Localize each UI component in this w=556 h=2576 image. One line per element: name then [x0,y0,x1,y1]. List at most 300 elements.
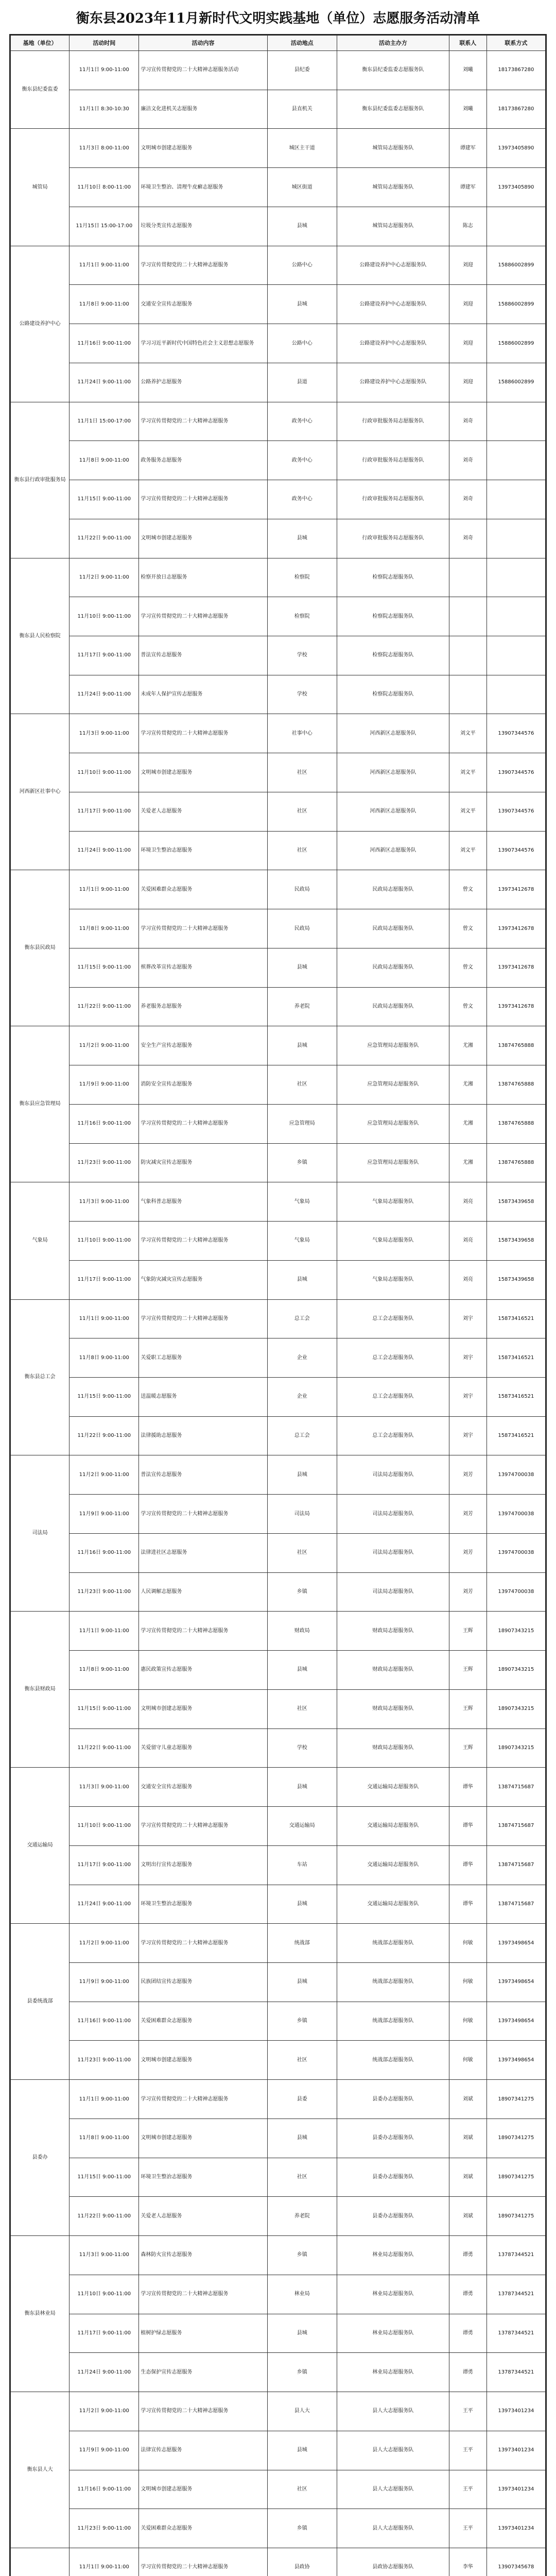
phone-cell: 13787344521 [486,2314,545,2353]
place-cell: 总工会 [267,1299,337,1338]
table-row [11,2509,546,2548]
table-row [11,1612,546,1651]
organizer-cell: 县委办志愿服务队 [337,2080,449,2119]
table-row [11,1026,546,1065]
organizer-cell: 县人大志愿服务队 [337,2431,449,2470]
time-cell: 11月16日 9:00-11:00 [70,2002,139,2041]
contact-cell: 王平 [449,2470,486,2509]
organizer-cell: 行政审批服务局志愿服务队 [337,402,449,441]
time-cell: 11月16日 9:00-11:00 [70,1104,139,1143]
contact-cell: 刘芳 [449,1572,486,1612]
organizer-cell: 公路建设养护中心志愿服务队 [337,363,449,402]
phone-cell: 13973498654 [486,1962,545,2002]
table-row [11,246,546,285]
organizer-cell: 总工会志愿服务队 [337,1299,449,1338]
place-cell: 气象局 [267,1222,337,1261]
contact-cell: 何敏 [449,2002,486,2041]
time-cell: 11月10日 9:00-11:00 [70,1807,139,1846]
unit-cell: 县委办 [11,2080,70,2236]
unit-cell: 气象局 [11,1182,70,1299]
content-cell: 养老服务志愿服务 [139,987,267,1026]
table-row [11,870,546,909]
time-cell: 11月22日 9:00-11:00 [70,1728,139,1768]
time-cell: 11月17日 9:00-11:00 [70,2314,139,2353]
content-cell: 学习宣传贯彻党的二十大精神志愿服务 [139,402,267,441]
unit-cell: 河西新区社事中心 [11,714,70,870]
place-cell: 乡镇 [267,2509,337,2548]
place-cell: 县城 [267,948,337,987]
place-cell: 企业 [267,1338,337,1378]
content-cell: 关爱老人志愿服务 [139,792,267,831]
contact-cell: 刘迎 [449,324,486,363]
place-cell: 县城 [267,285,337,324]
time-cell: 11月10日 8:00-11:00 [70,168,139,207]
table-row [11,2080,546,2119]
contact-cell: 王平 [449,2392,486,2431]
phone-cell: 18907341275 [486,2080,545,2119]
place-cell: 城区街道 [267,168,337,207]
content-cell: 防灾减灾宣传志愿服务 [139,1143,267,1182]
content-cell: 交通安全宣传志愿服务 [139,285,267,324]
time-cell: 11月22日 9:00-11:00 [70,987,139,1026]
organizer-cell: 衡东县纪委监委志愿服务队 [337,51,449,90]
phone-cell: 18173867280 [486,51,545,90]
place-cell: 政务中心 [267,480,337,519]
table-row [11,2002,546,2041]
table-row [11,1143,546,1182]
time-cell: 11月15日 9:00-11:00 [70,1689,139,1728]
table-row [11,1222,546,1261]
time-cell: 11月15日 9:00-11:00 [70,1377,139,1416]
place-cell: 政务中心 [267,441,337,480]
content-cell: 植树护绿志愿服务 [139,2314,267,2353]
phone-cell: 15873416521 [486,1338,545,1378]
time-cell: 11月2日 9:00-11:00 [70,558,139,597]
content-cell: 普法宣传志愿服务 [139,636,267,675]
place-cell: 社区 [267,1533,337,1572]
organizer-cell: 总工会志愿服务队 [337,1416,449,1455]
content-cell: 关爱困难群众志愿服务 [139,870,267,909]
content-cell: 未成年人保护宣传志愿服务 [139,675,267,714]
contact-cell: 谭建军 [449,129,486,168]
contact-cell: 李华 [449,2548,486,2576]
phone-cell: 13973498654 [486,2041,545,2080]
organizer-cell: 交通运输局志愿服务队 [337,1807,449,1846]
activity-table [10,35,546,2576]
place-cell: 社区 [267,1065,337,1105]
table-row [11,675,546,714]
phone-cell: 13874765888 [486,1065,545,1105]
organizer-cell: 行政审批服务局志愿服务队 [337,480,449,519]
contact-cell: 何敏 [449,1962,486,2002]
column-header-phone: 联系方式 [486,36,545,51]
phone-cell [486,402,545,441]
phone-cell: 13973401234 [486,2392,545,2431]
time-cell: 11月3日 8:00-11:00 [70,129,139,168]
content-cell: 学习宣传贯彻党的二十大精神志愿服务 [139,1924,267,1963]
table-row [11,324,546,363]
organizer-cell: 司法局志愿服务队 [337,1533,449,1572]
table-row [11,1885,546,1924]
organizer-cell: 县委办志愿服务队 [337,2197,449,2236]
organizer-cell: 城管局志愿服务队 [337,129,449,168]
content-cell: 文明城市创建志愿服务 [139,1689,267,1728]
contact-cell: 王平 [449,2509,486,2548]
place-cell: 县城 [267,1026,337,1065]
phone-cell [486,636,545,675]
contact-cell: 谭建军 [449,168,486,207]
content-cell: 文明城市创建志愿服务 [139,753,267,792]
phone-cell [486,675,545,714]
organizer-cell: 交通运输局志愿服务队 [337,1768,449,1807]
time-cell: 11月9日 9:00-11:00 [70,1495,139,1534]
organizer-cell: 县委办志愿服务队 [337,2158,449,2197]
content-cell: 学习宣传贯彻党的二十大精神志愿服务 [139,909,267,948]
place-cell: 交通运输局 [267,1807,337,1846]
table-row [11,2470,546,2509]
organizer-cell: 林业局志愿服务队 [337,2236,449,2275]
place-cell: 县城 [267,2119,337,2158]
phone-cell: 15886002899 [486,285,545,324]
time-cell: 11月23日 9:00-11:00 [70,2509,139,2548]
phone-cell: 13974700038 [486,1495,545,1534]
table-row [11,558,546,597]
time-cell: 11月22日 9:00-11:00 [70,2197,139,2236]
contact-cell: 刘奇 [449,441,486,480]
table-row [11,2158,546,2197]
table-row [11,480,546,519]
table-body [11,51,546,2576]
phone-cell: 18907341275 [486,2197,545,2236]
organizer-cell: 统战部志愿服务队 [337,1962,449,2002]
content-cell: 学习宣传贯彻党的二十大精神志愿服务 [139,1612,267,1651]
contact-cell: 刘芳 [449,1533,486,1572]
contact-cell: 刘宇 [449,1338,486,1378]
organizer-cell: 城管局志愿服务队 [337,207,449,246]
table-row [11,207,546,246]
contact-cell: 谭勇 [449,2314,486,2353]
content-cell: 生态保护宣传志愿服务 [139,2353,267,2392]
phone-cell: 13907344576 [486,753,545,792]
organizer-cell: 司法局志愿服务队 [337,1572,449,1612]
time-cell: 11月10日 9:00-11:00 [70,2275,139,2314]
phone-cell: 13907344576 [486,714,545,753]
organizer-cell: 检察院志愿服务队 [337,597,449,636]
organizer-cell: 总工会志愿服务队 [337,1377,449,1416]
time-cell: 11月3日 9:00-11:00 [70,1182,139,1222]
table-row [11,2548,546,2576]
contact-cell: 刘宇 [449,1377,486,1416]
organizer-cell: 应急管理局志愿服务队 [337,1026,449,1065]
content-cell: 森林防火宣传志愿服务 [139,2236,267,2275]
place-cell: 乡镇 [267,2002,337,2041]
phone-cell: 15886002899 [486,246,545,285]
phone-cell: 18907341275 [486,2119,545,2158]
content-cell: 学习习近平新时代中国特色社会主义思想志愿服务 [139,324,267,363]
phone-cell: 15886002899 [486,363,545,402]
place-cell: 公路中心 [267,246,337,285]
phone-cell: 18907343215 [486,1728,545,1768]
contact-cell: 王辉 [449,1612,486,1651]
organizer-cell: 河西新区志愿服务队 [337,792,449,831]
phone-cell: 13907344576 [486,792,545,831]
time-cell: 11月8日 9:00-11:00 [70,1338,139,1378]
unit-cell: 衡东县林业局 [11,2236,70,2392]
content-cell: 关爱困难群众志愿服务 [139,2509,267,2548]
table-row [11,363,546,402]
content-cell: 学习宣传贯彻党的二十大精神志愿服务 [139,1222,267,1261]
time-cell: 11月3日 9:00-11:00 [70,714,139,753]
organizer-cell: 林业局志愿服务队 [337,2314,449,2353]
phone-cell: 15873416521 [486,1416,545,1455]
column-header-contact: 联系人 [449,36,486,51]
time-cell: 11月9日 9:00-11:00 [70,2431,139,2470]
place-cell: 养老院 [267,2197,337,2236]
place-cell: 气象局 [267,1182,337,1222]
contact-cell: 刘亮 [449,1182,486,1222]
phone-cell: 18907343215 [486,1612,545,1651]
place-cell: 乡镇 [267,1572,337,1612]
phone-cell: 13974700038 [486,1455,545,1495]
time-cell: 11月23日 9:00-11:00 [70,2041,139,2080]
organizer-cell: 公路建设养护中心志愿服务队 [337,246,449,285]
organizer-cell: 河西新区志愿服务队 [337,753,449,792]
phone-cell: 13973412678 [486,870,545,909]
place-cell: 县委 [267,2080,337,2119]
time-cell: 11月1日 9:00-11:00 [70,2548,139,2576]
content-cell: 安全生产宣传志愿服务 [139,1026,267,1065]
content-cell: 学习宣传贯彻党的二十大精神志愿服务 [139,1104,267,1143]
contact-cell: 刘文平 [449,831,486,870]
organizer-cell: 衡东县纪委监委志愿服务队 [337,90,449,129]
contact-cell [449,636,486,675]
organizer-cell: 林业局志愿服务队 [337,2275,449,2314]
unit-cell: 衡东县人大 [11,2392,70,2548]
organizer-cell: 应急管理局志愿服务队 [337,1065,449,1105]
time-cell: 11月8日 9:00-11:00 [70,2119,139,2158]
contact-cell: 刘亮 [449,1260,486,1299]
time-cell: 11月1日 9:00-11:00 [70,870,139,909]
table-row [11,1260,546,1299]
table-row [11,1377,546,1416]
place-cell: 社事中心 [267,714,337,753]
place-cell: 政务中心 [267,402,337,441]
unit-cell: 县委统战部 [11,1924,70,2080]
phone-cell: 15873416521 [486,1299,545,1338]
time-cell: 11月16日 9:00-11:00 [70,324,139,363]
organizer-cell: 统战部志愿服务队 [337,1924,449,1963]
content-cell: 学习宣传贯彻党的二十大精神志愿服务 [139,714,267,753]
place-cell: 财政局 [267,1612,337,1651]
contact-cell: 刘曦 [449,90,486,129]
page-title: 衡东县2023年11月新时代文明实践基地（单位）志愿服务活动清单 [76,11,480,26]
contact-cell: 曾文 [449,870,486,909]
phone-cell: 13973401234 [486,2431,545,2470]
time-cell: 11月24日 9:00-11:00 [70,363,139,402]
content-cell: 文明出行宣传志愿服务 [139,1845,267,1885]
content-cell: 普法宣传志愿服务 [139,1455,267,1495]
organizer-cell: 应急管理局志愿服务队 [337,1143,449,1182]
content-cell: 交通安全宣传志愿服务 [139,1768,267,1807]
phone-cell: 13874765888 [486,1104,545,1143]
phone-cell: 13974700038 [486,1572,545,1612]
contact-cell: 王辉 [449,1689,486,1728]
phone-cell: 13874715687 [486,1885,545,1924]
phone-cell [486,558,545,597]
table-row [11,1495,546,1534]
organizer-cell: 气象局志愿服务队 [337,1260,449,1299]
phone-cell: 13907345678 [486,2548,545,2576]
contact-cell: 谭华 [449,1807,486,1846]
unit-cell: 司法局 [11,1455,70,1612]
phone-cell: 13973412678 [486,948,545,987]
table-row [11,1807,546,1846]
organizer-cell: 统战部志愿服务队 [337,2002,449,2041]
contact-cell: 刘宇 [449,1416,486,1455]
time-cell: 11月3日 9:00-11:00 [70,1768,139,1807]
place-cell: 县人大 [267,2392,337,2431]
table-row [11,2392,546,2431]
phone-cell: 15873439658 [486,1222,545,1261]
content-cell: 法律宣传志愿服务 [139,2431,267,2470]
phone-cell: 13973412678 [486,909,545,948]
phone-cell: 13874765888 [486,1026,545,1065]
unit-cell: 衡东县总工会 [11,1299,70,1455]
place-cell: 县城 [267,1885,337,1924]
time-cell: 11月15日 9:00-11:00 [70,2158,139,2197]
place-cell: 乡镇 [267,2353,337,2392]
content-cell: 送温暖志愿服务 [139,1377,267,1416]
organizer-cell: 林业局志愿服务队 [337,2353,449,2392]
contact-cell: 何敏 [449,1924,486,1963]
contact-cell [449,675,486,714]
table-row [11,1338,546,1378]
time-cell: 11月24日 9:00-11:00 [70,1885,139,1924]
organizer-cell: 应急管理局志愿服务队 [337,1104,449,1143]
unit-cell: 衡东县应急管理局 [11,1026,70,1182]
time-cell: 11月17日 9:00-11:00 [70,636,139,675]
table-row [11,2041,546,2080]
contact-cell: 陈志 [449,207,486,246]
time-cell: 11月24日 9:00-11:00 [70,831,139,870]
place-cell: 学校 [267,1728,337,1768]
contact-cell: 刘芳 [449,1495,486,1534]
place-cell: 县纪委 [267,51,337,90]
time-cell: 11月23日 9:00-11:00 [70,1143,139,1182]
unit-cell: 城管局 [11,129,70,246]
table-row [11,2119,546,2158]
table-row [11,1182,546,1222]
organizer-cell: 司法局志愿服务队 [337,1455,449,1495]
table-row [11,168,546,207]
contact-cell: 尤湘 [449,1065,486,1105]
organizer-cell: 财政局志愿服务队 [337,1651,449,1690]
content-cell: 关爱老人志愿服务 [139,2197,267,2236]
place-cell: 学校 [267,675,337,714]
table-row [11,597,546,636]
organizer-cell: 财政局志愿服务队 [337,1728,449,1768]
content-cell: 环境卫生整治志愿服务 [139,831,267,870]
unit-cell: 衡东县人民检察院 [11,558,70,714]
content-cell: 学习宣传贯彻党的二十大精神志愿服务 [139,246,267,285]
place-cell: 车站 [267,1845,337,1885]
contact-cell: 王辉 [449,1728,486,1768]
time-cell: 11月22日 9:00-11:00 [70,1416,139,1455]
contact-cell [449,558,486,597]
time-cell: 11月8日 9:00-11:00 [70,909,139,948]
contact-cell: 刘斌 [449,2080,486,2119]
content-cell: 关爱留守儿童志愿服务 [139,1728,267,1768]
place-cell: 县城 [267,2431,337,2470]
place-cell: 养老院 [267,987,337,1026]
contact-cell: 谭勇 [449,2275,486,2314]
time-cell: 11月10日 9:00-11:00 [70,1222,139,1261]
phone-cell: 18907341275 [486,2158,545,2197]
place-cell: 总工会 [267,1416,337,1455]
organizer-cell: 县人大志愿服务队 [337,2470,449,2509]
organizer-cell: 民政局志愿服务队 [337,909,449,948]
table-row [11,948,546,987]
table-row [11,909,546,948]
content-cell: 学习宣传贯彻党的二十大精神志愿服务 [139,2548,267,2576]
phone-cell [486,480,545,519]
time-cell: 11月1日 8:30-10:30 [70,90,139,129]
content-cell: 学习宣传贯彻党的二十大精神志愿服务 [139,597,267,636]
organizer-cell: 公路建设养护中心志愿服务队 [337,324,449,363]
content-cell: 文明城市创建志愿服务 [139,2470,267,2509]
table-row [11,2197,546,2236]
time-cell: 11月9日 9:00-11:00 [70,1065,139,1105]
time-cell: 11月1日 9:00-11:00 [70,1299,139,1338]
organizer-cell: 交通运输局志愿服务队 [337,1885,449,1924]
place-cell: 社区 [267,831,337,870]
place-cell: 社区 [267,2158,337,2197]
place-cell: 县城 [267,1962,337,2002]
unit-cell: 交通运输局 [11,1768,70,1924]
phone-cell: 15873416521 [486,1377,545,1416]
content-cell: 垃圾分类宣传志愿服务 [139,207,267,246]
organizer-cell: 县人大志愿服务队 [337,2392,449,2431]
table-row [11,51,546,90]
contact-cell [449,597,486,636]
unit-cell: 衡东县纪委监委 [11,51,70,129]
table-row [11,714,546,753]
table-row [11,2314,546,2353]
content-cell: 学习宣传贯彻党的二十大精神志愿服务 [139,2080,267,2119]
phone-cell: 13973405890 [486,168,545,207]
contact-cell: 谭华 [449,1845,486,1885]
table-header-row [11,36,546,51]
place-cell: 乡镇 [267,2236,337,2275]
time-cell: 11月1日 9:00-11:00 [70,2080,139,2119]
organizer-cell: 县人大志愿服务队 [337,2509,449,2548]
content-cell: 法律援助志愿服务 [139,1416,267,1455]
table-row [11,2236,546,2275]
place-cell: 社区 [267,2470,337,2509]
contact-cell: 刘迎 [449,363,486,402]
phone-cell: 15886002899 [486,324,545,363]
content-cell: 消防安全宣传志愿服务 [139,1065,267,1105]
unit-cell: 衡东县财政局 [11,1612,70,1768]
organizer-cell: 行政审批服务局志愿服务队 [337,441,449,480]
contact-cell: 刘芳 [449,1455,486,1495]
time-cell: 11月17日 9:00-11:00 [70,792,139,831]
contact-cell: 刘宇 [449,1299,486,1338]
content-cell: 学习宣传贯彻党的二十大精神志愿服务 [139,2275,267,2314]
organizer-cell: 城管局志愿服务队 [337,168,449,207]
organizer-cell: 检察院志愿服务队 [337,558,449,597]
table-row [11,441,546,480]
